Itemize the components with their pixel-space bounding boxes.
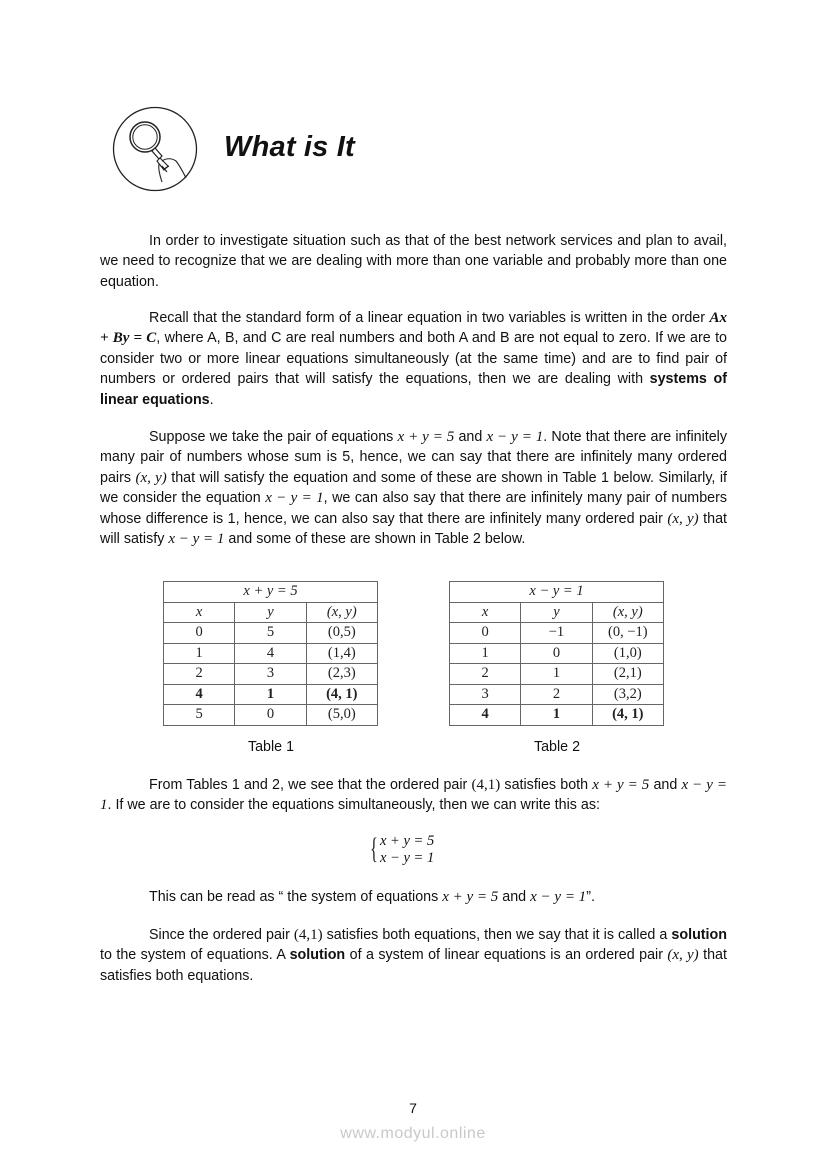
section-title: What is It xyxy=(224,131,355,163)
column-header: (x, y) xyxy=(592,602,663,623)
table-row xyxy=(164,623,378,644)
cell: (3,2) xyxy=(592,684,663,705)
cell: 5 xyxy=(164,705,235,726)
cell: (0, −1) xyxy=(592,623,663,644)
equation: x − y = 1 xyxy=(168,531,225,548)
equation: x − y = 1 xyxy=(486,429,544,445)
table-row xyxy=(450,623,664,644)
paragraph-text: satisfies both equations, then we say that it is called a xyxy=(322,927,672,943)
cell: (5,0) xyxy=(306,705,377,726)
cell: 4 xyxy=(164,684,235,705)
ordered-pair: (x, y) xyxy=(667,947,699,964)
table-row xyxy=(450,684,664,705)
table-caption: Table 1 xyxy=(247,739,295,755)
paragraph-text: to the system of equations. A xyxy=(100,947,290,964)
cell: 4 xyxy=(235,643,306,664)
paragraph-text: and some of these are shown in Table 2 below. xyxy=(224,531,526,548)
cell: (4, 1) xyxy=(306,684,377,705)
table-row xyxy=(164,643,378,664)
cell: 0 xyxy=(450,623,521,644)
equation: x + y = 5 xyxy=(592,777,650,793)
cell: 0 xyxy=(164,623,235,644)
paragraph-text: , where A, B, and C are real numbers and both A and B are not equal to zero. If we are to consider two or more linear equations simultaneously (at the same time) and are to find pair of numbers or ordered pairs that will satisfy the equations, then we are dealing with xyxy=(100,330,727,388)
standard-form-formula: Ax + By = C xyxy=(100,310,727,347)
cell: (2,3) xyxy=(306,664,377,685)
paragraph-text: . If we are to consider the equations simultaneously, then we can write this as: xyxy=(107,797,600,814)
paragraph-text: and xyxy=(498,889,531,905)
table-2 xyxy=(449,581,664,726)
column-header: x xyxy=(164,602,235,623)
cell: 3 xyxy=(450,684,521,705)
paragraph-text: Since the ordered pair xyxy=(149,927,294,943)
equation: x − y = 1 xyxy=(265,490,324,507)
column-header: (x, y) xyxy=(306,602,377,623)
paragraph-solution-definition xyxy=(100,925,727,986)
cell: 0 xyxy=(521,643,592,664)
cell: 1 xyxy=(164,643,235,664)
paragraph-text: This can be read as “ the system of equations xyxy=(149,889,443,905)
paragraph-text: Recall that the standard form of a linear equation in two variables is written in the order xyxy=(149,310,706,326)
table-row-highlighted xyxy=(164,684,378,705)
column-header: x xyxy=(450,602,521,623)
watermark: www.modyul.online xyxy=(340,1125,486,1142)
cell: 1 xyxy=(235,684,306,705)
paragraph-standard-form xyxy=(100,308,727,410)
cell: 4 xyxy=(450,705,521,726)
bold-term: systems of linear equations xyxy=(100,371,727,408)
paragraph-text: From Tables 1 and 2, we see that the ordered pair xyxy=(149,777,472,793)
system-equation-2: x − y = 1 xyxy=(380,850,435,866)
paragraph-reading xyxy=(100,887,727,907)
ordered-pair: (x, y) xyxy=(135,469,167,486)
paragraph-text: that will satisfy xyxy=(100,510,727,548)
column-header: y xyxy=(521,602,592,623)
paragraph-text: satisfies both xyxy=(500,777,593,793)
system-of-equations xyxy=(372,833,434,867)
bold-term: solution xyxy=(289,947,346,964)
cell: 0 xyxy=(235,705,306,726)
equation: x − y = 1 xyxy=(100,777,727,814)
left-brace: { xyxy=(370,832,378,865)
cell: −1 xyxy=(521,623,592,644)
cell: 1 xyxy=(521,705,592,726)
table-title: x − y = 1 xyxy=(450,582,664,603)
paragraph-text: of a system of linear equations is an ordered pair xyxy=(345,947,668,964)
cell: 2 xyxy=(164,664,235,685)
paragraph-text: ”. xyxy=(586,889,595,905)
paragraph-text: , we can also say that there are infinitely many pair of numbers whose difference is 1, hence, we can also say that there are infinitely many ordered pair xyxy=(100,490,728,527)
equation: x − y = 1 xyxy=(530,889,587,905)
table-row xyxy=(164,705,378,726)
equation: x + y = 5 xyxy=(442,889,499,905)
paragraph-text: that will satisfy the equation and some of these are shown in Table 1 below. Similarly, if we consider the equation xyxy=(100,469,727,507)
paragraph-text: In order to investigate situation such as that of the best network services and plan to avail, we need to recognize that we are dealing with more than one variable and probably more than one equation. xyxy=(100,233,727,290)
ordered-pair: (4,1) xyxy=(293,927,323,943)
table-1 xyxy=(163,581,378,726)
page-number: 7 xyxy=(409,1100,417,1116)
paragraph-text: . Note that there are infinitely many pair of numbers whose sum is 5, hence, we can say that there are infinitely many ordered pairs xyxy=(100,429,728,486)
ordered-pair: (4,1) xyxy=(471,777,501,793)
paragraph-text: that satisfies both equations. xyxy=(100,947,727,984)
ordered-pair: (x, y) xyxy=(667,510,699,527)
cell: (0,5) xyxy=(306,623,377,644)
cell: 3 xyxy=(235,664,306,685)
table-title: x + y = 5 xyxy=(164,582,378,603)
system-equation-1: x + y = 5 xyxy=(380,833,435,849)
cell: 2 xyxy=(521,684,592,705)
cell: 5 xyxy=(235,623,306,644)
paragraph-text: and xyxy=(454,429,487,445)
magnifying-glass-in-hand-icon xyxy=(112,106,198,192)
column-header: y xyxy=(235,602,306,623)
cell: (2,1) xyxy=(592,664,663,685)
paragraph-intro xyxy=(100,231,727,292)
table-row xyxy=(450,664,664,685)
cell: (1,4) xyxy=(306,643,377,664)
paragraph-conclusion xyxy=(100,775,727,816)
table-row-highlighted xyxy=(450,705,664,726)
paragraph-text: and xyxy=(649,777,682,793)
bold-term: solution xyxy=(671,927,727,943)
cell: (1,0) xyxy=(592,643,663,664)
paragraph-example xyxy=(100,427,727,549)
equation: x + y = 5 xyxy=(397,429,455,445)
cell: (4, 1) xyxy=(592,705,663,726)
table-row xyxy=(450,643,664,664)
cell: 1 xyxy=(450,643,521,664)
table-caption: Table 2 xyxy=(533,739,581,755)
cell: 2 xyxy=(450,664,521,685)
paragraph-text: . xyxy=(209,391,214,408)
paragraph-text: Suppose we take the pair of equations xyxy=(149,429,398,445)
cell: 1 xyxy=(521,664,592,685)
table-row xyxy=(164,664,378,685)
